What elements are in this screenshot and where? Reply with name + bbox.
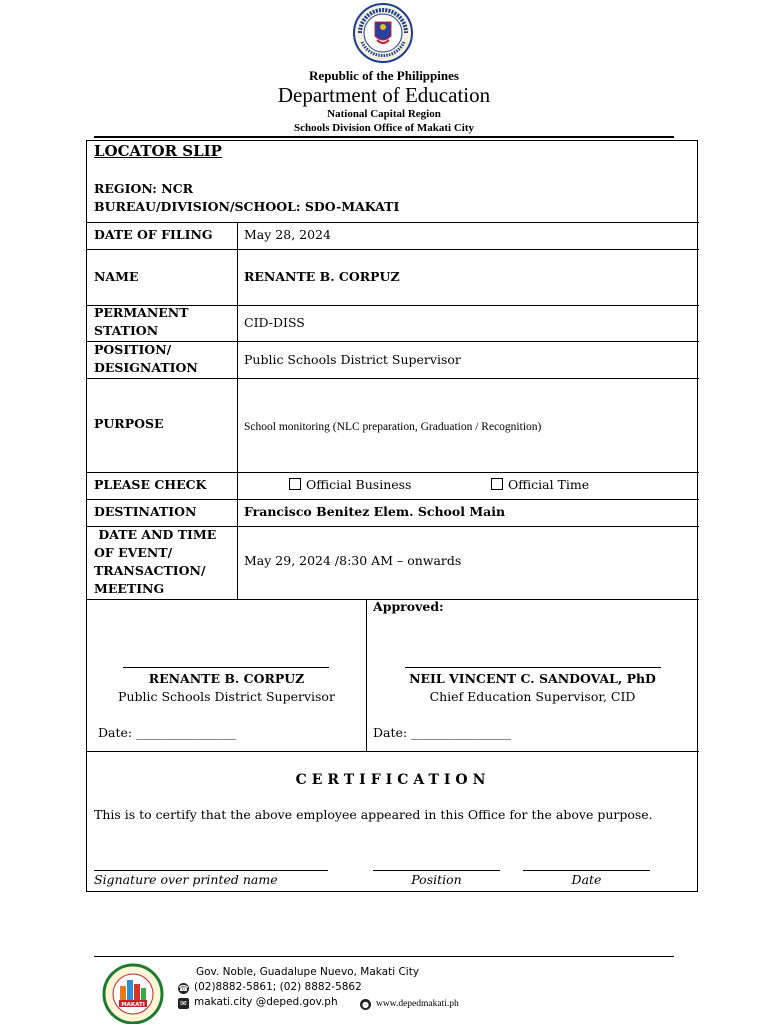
region-line: REGION: NCR: [94, 181, 194, 196]
deped-seal-logo: [348, 2, 418, 64]
logo-text: MAKATI: [121, 1002, 145, 1008]
date-caption: Date: [571, 872, 602, 887]
divider: [87, 222, 699, 223]
approver-name: NEIL VINCENT C. SANDOVAL, PhD: [409, 671, 656, 686]
date-time-value: May 29, 2024 /8:30 AM – onwards: [244, 553, 462, 568]
official-time-checkbox[interactable]: [491, 476, 589, 494]
divider: [87, 499, 699, 500]
signature-line: [405, 667, 661, 668]
name-label: NAME: [94, 269, 139, 284]
phone-icon: ☎: [178, 984, 189, 993]
official-business-label: Official Business: [306, 477, 412, 492]
footer-divider: [94, 956, 674, 957]
email-icon: ✉: [178, 998, 189, 1009]
bureau-line: BUREAU/DIVISION/SCHOOL: SDO-MAKATI: [94, 199, 400, 214]
position-label-1: POSITION/: [94, 342, 172, 357]
footer-email-row: [178, 995, 338, 1009]
footer-website[interactable]: www.depedmakati.ph: [376, 999, 459, 1009]
footer-address: Gov. Noble, Guadalupe Nuevo, Makati City: [196, 966, 420, 978]
footer-web-row: [360, 996, 459, 1011]
signature-caption: Signature over printed name: [94, 872, 278, 887]
purpose-label: PURPOSE: [94, 416, 164, 431]
divider: [87, 249, 699, 250]
position-value: Public Schools District Supervisor: [244, 352, 461, 367]
permanent-station-label-1: PERMANENT: [94, 305, 189, 320]
official-business-checkbox[interactable]: [289, 476, 411, 494]
locator-slip-form: [86, 140, 698, 892]
region-label: National Capital Region: [327, 108, 441, 120]
republic-label: Republic of the Philippines: [309, 68, 459, 83]
please-check-label: PLEASE CHECK: [94, 477, 207, 492]
destination-label: DESTINATION: [94, 504, 197, 519]
footer-phone-row: [178, 980, 362, 994]
divider: [87, 341, 699, 342]
signature-line: [123, 667, 329, 668]
position-caption: Position: [411, 872, 462, 887]
position-label-2: DESIGNATION: [94, 360, 198, 375]
header-divider: [94, 136, 674, 138]
divider: [87, 751, 699, 752]
date-of-filing-value: May 28, 2024: [244, 227, 331, 242]
checkbox-icon: [289, 478, 301, 490]
division-label: Schools Division Office of Makati City: [294, 122, 474, 134]
date-time-label-3: TRANSACTION/: [94, 563, 206, 578]
certification-title: CERTIFICATION: [295, 772, 491, 788]
certification-body: This is to certify that the above employee appeared in this Office for the above purpose.: [94, 807, 653, 822]
approver-title: Chief Education Supervisor, CID: [429, 689, 636, 704]
date-time-label-4: MEETING: [94, 581, 165, 596]
date-time-label-1: DATE AND TIME: [94, 527, 217, 542]
department-title: Department of Education: [277, 83, 491, 107]
footer-email[interactable]: makati.city @deped.gov.ph: [194, 996, 338, 1008]
official-time-label: Official Time: [508, 477, 590, 492]
date-time-label-2: OF EVENT/: [94, 545, 173, 560]
requester-name: RENANTE B. CORPUZ: [148, 671, 305, 686]
purpose-value: School monitoring (NLC preparation, Graduation / Recognition): [244, 421, 542, 433]
footer-phones: (02)8882-5861; (02) 8882-5862: [194, 981, 362, 993]
approved-label: Approved:: [373, 599, 444, 614]
destination-value: Francisco Benitez Elem. School Main: [244, 504, 506, 519]
form-title: LOCATOR SLIP: [94, 142, 222, 160]
divider: [87, 378, 699, 379]
column-divider: [237, 222, 238, 599]
permanent-station-value: CID-DISS: [244, 315, 305, 330]
sdo-makati-logo: [94, 960, 172, 1024]
permanent-station-label-2: STATION: [94, 323, 159, 338]
date-of-filing-label: DATE OF FILING: [94, 227, 213, 242]
approver-date: Date: ________________: [373, 725, 512, 740]
name-value: RENANTE B. CORPUZ: [244, 269, 400, 284]
requester-date: Date: ________________: [98, 725, 237, 740]
checkbox-icon: [491, 478, 503, 490]
requester-title: Public Schools District Supervisor: [118, 689, 335, 704]
divider: [87, 472, 699, 473]
globe-icon: ●: [360, 999, 371, 1010]
